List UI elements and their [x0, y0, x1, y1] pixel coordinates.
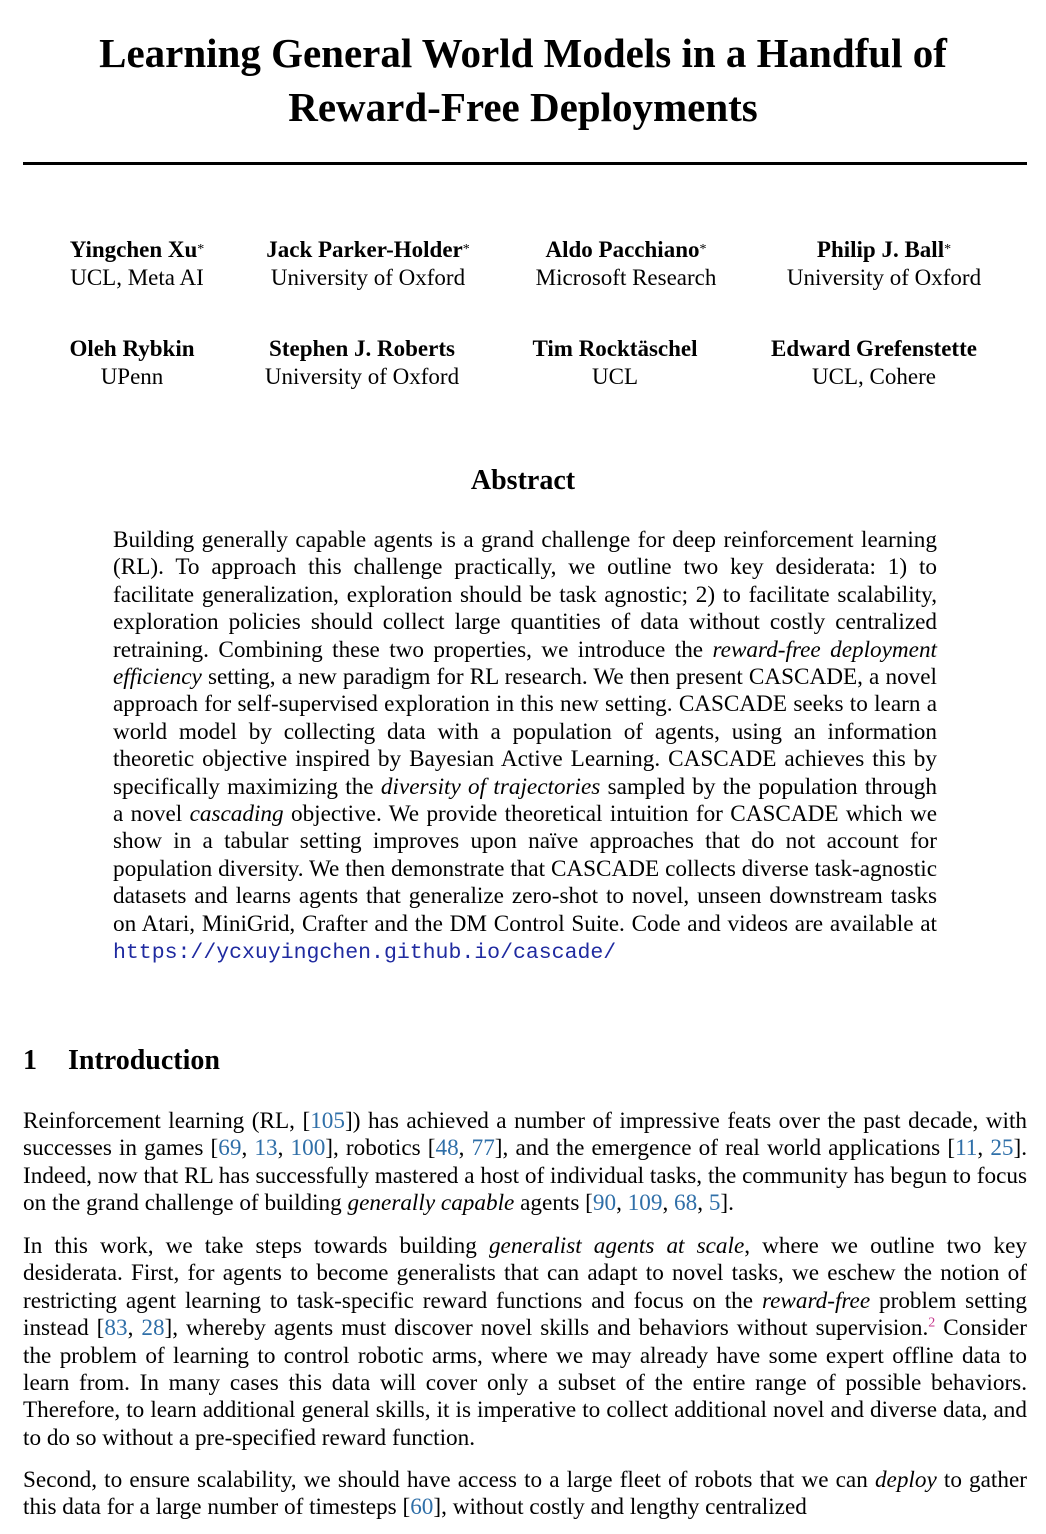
author-affiliation: University of Oxford	[786, 265, 982, 290]
author-block	[50, 335, 214, 391]
citation-link[interactable]: 83	[104, 1315, 128, 1342]
abstract-heading: Abstract	[470, 465, 576, 496]
emphasis: generally capable	[347, 1190, 515, 1217]
equal-contribution-mark: *	[944, 242, 952, 257]
citation-link[interactable]: 11	[955, 1135, 978, 1162]
equal-contribution-mark: *	[462, 242, 470, 257]
author-affiliation: University of Oxford	[270, 265, 466, 290]
section-heading	[23, 1044, 220, 1078]
title-line-2: Reward-Free Deployments	[288, 84, 758, 130]
author-name: Tim Rocktäschel	[532, 336, 698, 361]
emphasis: cascading	[189, 801, 284, 828]
citation-link[interactable]: 5	[708, 1190, 721, 1217]
emphasis: diversity of trajectories	[380, 773, 601, 800]
author-name: Jack Parker-Holder*	[266, 237, 470, 262]
method-name: CASCADE	[730, 801, 839, 828]
author-affiliation: UCL, Meta AI	[70, 265, 204, 290]
author-affiliation: UCL, Cohere	[812, 364, 936, 389]
section-title: Introduction	[68, 1045, 220, 1076]
paper-title	[0, 26, 1046, 134]
citation-link[interactable]: 100	[290, 1135, 326, 1162]
author-name: Yingchen Xu*	[69, 237, 205, 262]
equal-contribution-mark: *	[699, 242, 707, 257]
intro-paragraph-2: In this work, we take steps towards building generalist agents at scale, where we outline two key desiderata. First, for agents to become generalists that can adapt to novel tasks, we eschew the notion of restricting agent learning to task-specific reward functions and focus on the reward-free problem setting instead [83, 28], whereby agents must discover novel skills and behaviors without supervision.$^2$ Consider the problem of learning to control robotic arms, where we may already have some expert offline data to learn from. In many cases this data will cover only a subset of the entire range of possible behaviors. Therefore, to learn additional general skills, it is imperative to collect additional novel and diverse data, and to do so without a pre-specified reward function.	[23, 1233, 1028, 1451]
author-name: Stephen J. Roberts	[269, 336, 455, 361]
title-rule	[23, 162, 1027, 165]
emphasis: deploy	[874, 1467, 937, 1493]
citation-link[interactable]: 13	[254, 1135, 278, 1162]
emphasis: reward-free	[761, 1287, 871, 1314]
method-name: CASCADE	[668, 746, 777, 773]
method-name: CASCADE	[678, 691, 788, 718]
citation-link[interactable]: 105	[310, 1108, 345, 1134]
author-block	[250, 236, 486, 292]
author-name: Philip J. Ball*	[816, 237, 952, 262]
section-number: 1	[23, 1045, 37, 1076]
author-affiliation: University of Oxford	[264, 364, 460, 389]
citation-link[interactable]: 25	[990, 1135, 1014, 1162]
abstract-body: Building generally capable agents is a grand challenge for deep reinforcement learning (RL). To approach this challenge practically, we outline two key desiderata: 1) to facilitate generalization, exploration should be task agnostic; 2) to facilitate scalability, exploration policies should collect large quantities of data without costly centralized retraining. Combining these two properties, we introduce the reward-free deployment efficiency setting, a new paradigm for RL research. We then present CASCADE, a novel approach for self-supervised exploration in this new setting. CASCADE seeks to learn a world model by collecting data with a population of agents, using an information theoretic objective inspired by Bayesian Active Learning. CASCADE achieves this by specifically maximizing the diversity of trajectories sampled by the population through a novel cascading objective. We provide theoretical intuition for CASCADE which we show in a tabular setting improves upon naïve approaches that do not account for population diversity. We then demonstrate that CASCADE collects diverse task-agnostic datasets and learns agents that generalize zero-shot to novel, unseen downstream tasks on Atari, MiniGrid, Crafter and the DM Control Suite. Code and videos are available at https://ycxuyingchen.github.io/cascade/	[113, 527, 937, 966]
author-affiliation: UPenn	[100, 364, 164, 389]
footnote-marker[interactable]: 2	[928, 1315, 936, 1331]
equal-contribution-mark: *	[197, 242, 205, 257]
author-block	[510, 335, 720, 391]
author-name: Aldo Pacchiano*	[545, 237, 707, 262]
author-name: Edward Grefenstette	[771, 336, 977, 361]
author-block	[752, 335, 996, 391]
intro-paragraph-1: Reinforcement learning (RL, [105]) has achieved a number of impressive feats over the past decade, with successes in games [69, 13, 100], robotics [48, 77], and the emergence of real world applications [11, 25]. Indeed, now that RL has successfully mastered a host of individual tasks, the community has begun to focus on the grand challenge of building generally capable agents [90, 109, 68, 5].	[23, 1108, 1028, 1217]
author-block	[246, 335, 478, 391]
citation-link[interactable]: 90	[592, 1190, 617, 1217]
author-name: Oleh Rybkin	[69, 336, 195, 361]
citation-link[interactable]: 28	[141, 1315, 165, 1342]
author-affiliation: Microsoft Research	[535, 265, 717, 290]
emphasis: generalist agents at scale	[488, 1233, 745, 1259]
citation-link[interactable]: 77	[471, 1135, 495, 1162]
citation-link[interactable]: 109	[627, 1190, 663, 1217]
emphasis: reward-free deployment efficiency	[113, 636, 937, 691]
author-block	[520, 236, 732, 292]
method-name: CASCADE	[550, 855, 660, 882]
title-line-1: Learning General World Models in a Handful of	[99, 30, 947, 76]
citation-link[interactable]: 48	[435, 1135, 459, 1162]
project-url-link[interactable]: https://ycxuyingchen.github.io/cascade/	[113, 941, 617, 966]
author-block	[58, 236, 216, 292]
author-block	[770, 236, 998, 292]
method-name: CASCADE	[748, 664, 858, 691]
citation-link[interactable]: 69	[218, 1135, 242, 1162]
citation-link[interactable]: 60	[410, 1494, 434, 1521]
author-affiliation: UCL	[592, 364, 638, 389]
citation-link[interactable]: 68	[674, 1190, 698, 1217]
intro-paragraph-3: Second, to ensure scalability, we should have access to a large fleet of robots that we can deploy to gather this data for a large number of timesteps [60], without costly and lengthy centralized	[23, 1467, 1027, 1521]
